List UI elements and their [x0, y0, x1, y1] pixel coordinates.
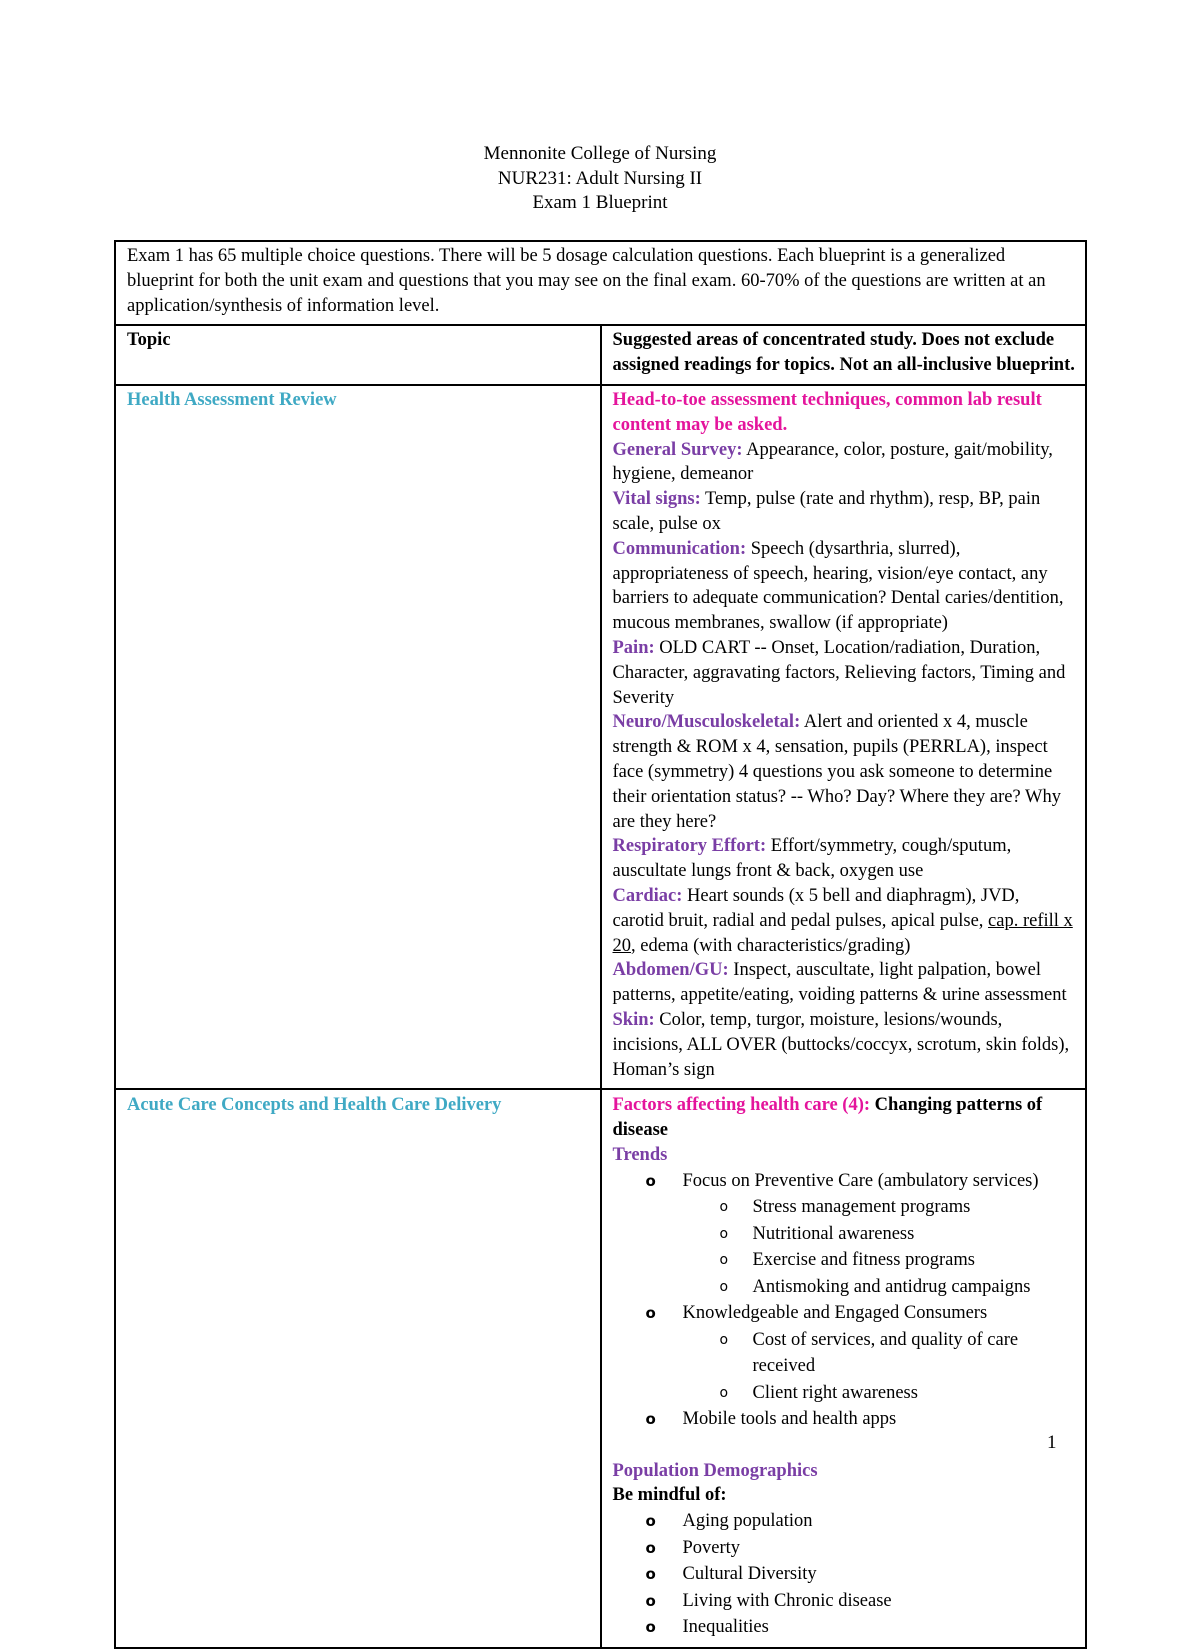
course-title: NUR231: Adult Nursing II	[497, 167, 703, 189]
list-item: o Living with Chronic disease	[645, 1590, 892, 1611]
acute-care-content	[601, 1089, 1087, 1647]
list-item: o Client right awareness	[719, 1382, 918, 1403]
document-header	[0, 142, 1200, 216]
topic-acute-care: Acute Care Concepts and Health Care Delivery	[115, 1089, 601, 1647]
health-intro: Head-to-toe assessment techniques, common lab result content may be asked.	[612, 389, 1042, 435]
topic-health-assessment: Health Assessment Review	[115, 385, 601, 1089]
list-item: o Cost of services, and quality of care received	[719, 1329, 1019, 1377]
health-assessment-content	[601, 385, 1087, 1089]
exam-title: Exam 1 Blueprint	[532, 192, 668, 213]
factors-line: Factors affecting health care (4): Changing patterns of disease	[612, 1095, 1043, 1141]
acute-care-row	[115, 1089, 1086, 1647]
areas-header: Suggested areas of concentrated study. Does not exclude assigned readings for topics. Not an all-inclusive blueprint.	[601, 325, 1087, 385]
page-number: 1	[1047, 1432, 1057, 1453]
list-item: o Poverty	[645, 1537, 741, 1558]
list-item: o Cultural Diversity	[645, 1564, 817, 1585]
college-name: Mennonite College of Nursing	[483, 143, 717, 164]
cap-refill-underlined: cap. refill x 20	[612, 910, 1073, 956]
list-item: o Inequalities	[645, 1617, 769, 1638]
table-header-row	[115, 325, 1086, 385]
assessment-item: Vital signs: Temp, pulse (rate and rhythm), resp, BP, pain scale, pulse ox	[612, 489, 1041, 534]
assessment-item: Neuro/Musculoskeletal: Alert and oriented x 4, muscle strength & ROM x 4, sensation, pupils (PERRLA), inspect face (symmetry) 4 questions you ask someone to determine their orientation status? -- Who? Day? Where they are? Why are they here?	[612, 712, 1061, 832]
list-item: o Exercise and fitness programs	[719, 1250, 975, 1271]
list-item: o Antismoking and antidrug campaigns	[719, 1276, 1031, 1297]
assessment-item: General Survey: Appearance, color, posture, gait/mobility, hygiene, demeanor	[612, 439, 1053, 485]
mindful-label: Be mindful of:	[612, 1485, 727, 1506]
list-item: o Focus on Preventive Care (ambulatory services) o Stress management programs o Nutritional awareness o Exercise and fitness programs o Antismoking and antidrug campaigns	[613, 1168, 1076, 1301]
health-assessment-row	[115, 385, 1086, 1089]
assessment-item: Pain: OLD CART -- Onset, Location/radiation, Duration, Character, aggravating factors, Relieving factors, Timing and Severity	[612, 637, 1066, 708]
assessment-item: Abdomen/GU: Inspect, auscultate, light palpation, bowel patterns, appetite/eating, voiding patterns & urine assessment	[612, 960, 1067, 1006]
topic-header: Topic	[115, 325, 601, 385]
assessment-item: Skin: Color, temp, turgor, moisture, lesions/wounds, incisions, ALL OVER (buttocks/coccyx, scrotum, skin folds), Homan’s sign	[612, 1009, 1070, 1080]
list-item: o Knowledgeable and Engaged Consumers o Cost of services, and quality of care received o Client right awareness	[613, 1300, 1076, 1406]
trends-label: Trends	[612, 1144, 668, 1165]
intro-row	[115, 241, 1086, 325]
list-item: o Nutritional awareness	[719, 1223, 915, 1244]
assessment-item: Communication: Speech (dysarthria, slurred), appropriateness of speech, hearing, vision/eye contact, any barriers to adequate communication? Dental caries/dentition, mucous membranes, swallow (if appropriate)	[612, 538, 1064, 634]
population-demographics-label: Population Demographics	[612, 1460, 818, 1481]
list-item: o Aging population	[645, 1511, 813, 1532]
list-item: o Mobile tools and health apps	[645, 1409, 897, 1430]
assessment-item: Respiratory Effort: Effort/symmetry, cough/sputum, auscultate lungs front & back, oxygen use	[612, 836, 1012, 882]
mindful-list	[613, 1508, 1076, 1641]
list-item: o Stress management programs	[719, 1197, 971, 1218]
assessment-item: Cardiac: Heart sounds (x 5 bell and diaphragm), JVD, carotid bruit, radial and pedal pulses, apical pulse, cap. refill x 20, edema (with characteristics/grading)	[612, 885, 1073, 956]
trends-list	[613, 1168, 1076, 1433]
blueprint-table	[114, 240, 1087, 1649]
intro-text: Exam 1 has 65 multiple choice questions. There will be 5 dosage calculation questions. Each blueprint is a generalized blueprint for both the unit exam and questions that you may see on the final exam. 60-70% of the questions are written at an application/synthesis of information level.	[115, 241, 1086, 325]
